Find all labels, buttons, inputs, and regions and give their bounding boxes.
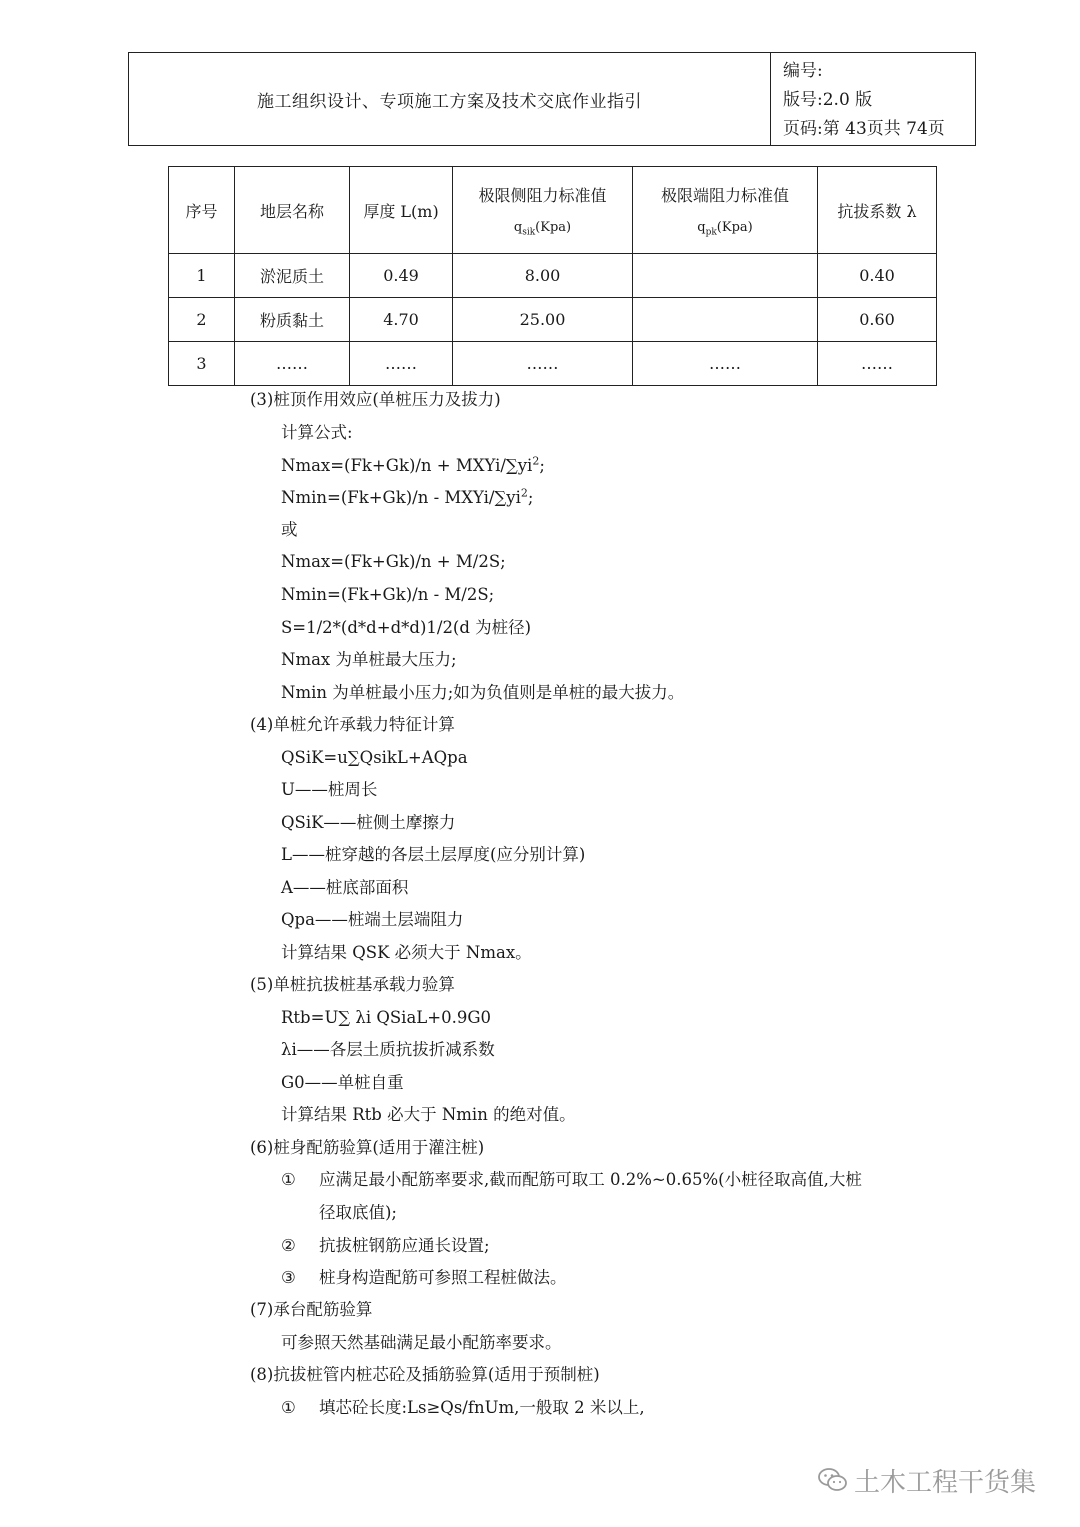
- document-title: 施工组织设计、专项施工方案及技术交底作业指引: [129, 53, 771, 145]
- document-meta: [771, 53, 975, 145]
- def-g0: G0——单桩自重: [281, 1073, 404, 1092]
- def-qpa: Qpa——桩端土层端阻力: [281, 910, 464, 929]
- nmin-definition: Nmin 为单桩最小压力;如为负值则是单桩的最大拔力。: [281, 683, 685, 702]
- list-item-continued: 径取底值);: [319, 1203, 397, 1222]
- section-5-title: (5)单桩抗拔桩基承载力验算: [250, 975, 455, 994]
- cell-side: ……: [453, 342, 633, 386]
- soil-parameter-table: [168, 166, 937, 386]
- section-7-title: (7)承台配筋验算: [250, 1300, 373, 1319]
- result-rtb: 计算结果 Rtb 必大于 Nmin 的绝对值。: [281, 1105, 576, 1124]
- section-4-title: (4)单桩允许承载力特征计算: [250, 715, 455, 734]
- section-8-title: (8)抗拔桩管内桩芯砼及插筋验算(适用于预制桩): [250, 1365, 600, 1384]
- cell-end: ……: [633, 342, 818, 386]
- header-end-resistance: [633, 167, 818, 254]
- formula-label: 计算公式:: [281, 423, 353, 442]
- section-3-title: (3)桩顶作用效应(单桩压力及拔力): [250, 390, 501, 409]
- document-page: 页码:第 43页共 74页: [783, 119, 945, 139]
- cell-thickness: 0.49: [350, 254, 453, 298]
- section-6-title: (6)桩身配筋验算(适用于灌注桩): [250, 1138, 485, 1157]
- cell-coef: 0.60: [818, 298, 937, 342]
- document-header: [128, 52, 976, 146]
- header-end-symbol: $q_{pk}(Kpa)$: [697, 219, 753, 238]
- header-side-resistance: [453, 167, 633, 254]
- result-qsk: 计算结果 QSK 必须大于 Nmax。: [281, 943, 532, 962]
- header-seq: 序号: [169, 167, 235, 254]
- cell-thickness: ……: [350, 342, 453, 386]
- table-row: [169, 342, 937, 386]
- document-version: 版号:2.0 版: [783, 90, 873, 110]
- cell-seq: 1: [169, 254, 235, 298]
- header-thickness: 厚度 L(m): [350, 167, 453, 254]
- wechat-icon: [818, 1467, 848, 1493]
- formula-rtb: Rtb=U∑ λi QSiaL+0.9G0: [281, 1008, 491, 1027]
- cell-layer: 粉质黏土: [235, 298, 350, 342]
- cell-coef: 0.40: [818, 254, 937, 298]
- list-item: ② 抗拔桩钢筋应通长设置;: [281, 1236, 490, 1255]
- document-number: 编号:: [783, 61, 823, 81]
- def-qsik: QSiK——桩侧土摩擦力: [281, 813, 456, 832]
- table-header-row: [169, 167, 937, 254]
- def-u: U——桩周长: [281, 780, 378, 799]
- cell-layer: ……: [235, 342, 350, 386]
- or-text: 或: [281, 520, 298, 539]
- header-end-title: 极限端阻力标准值: [660, 185, 789, 205]
- cell-layer: 淤泥质土: [235, 254, 350, 298]
- cell-coef: ……: [818, 342, 937, 386]
- cell-end: [633, 254, 818, 298]
- list-item: ③ 桩身构造配筋可参照工程桩做法。: [281, 1268, 567, 1287]
- list-item: ① 应满足最小配筋率要求,截而配筋可取工 0.2%~0.65%(小桩径取高值,大桩: [281, 1170, 862, 1189]
- header-side-title: 极限侧阻力标准值: [478, 185, 607, 205]
- header-side-symbol: $q_{sik}(Kpa)$: [513, 219, 572, 238]
- cell-thickness: 4.70: [350, 298, 453, 342]
- nmax-definition: Nmax 为单桩最大压力;: [281, 650, 457, 669]
- formula-nmin-1: Nmin=(Fk+Gk)/n - MXYi/$\sum yi^2$;: [281, 486, 534, 507]
- watermark-text: 土木工程干货集: [854, 1467, 1037, 1498]
- cell-end: [633, 298, 818, 342]
- cell-seq: 3: [169, 342, 235, 386]
- cell-side: 8.00: [453, 254, 633, 298]
- formula-nmax-2: Nmax=(Fk+Gk)/n + M/2S;: [281, 552, 506, 571]
- table-row: [169, 298, 937, 342]
- section-7-text: 可参照天然基础满足最小配筋率要求。: [281, 1333, 562, 1352]
- list-item: ① 填芯砼长度:Ls≥Qs/fnUm,一般取 2 米以上,: [281, 1398, 645, 1417]
- def-a: A——桩底部面积: [281, 878, 409, 897]
- formula-qsik: QSiK=u∑QsikL+AQpa: [281, 748, 468, 767]
- header-layer: 地层名称: [235, 167, 350, 254]
- cell-seq: 2: [169, 298, 235, 342]
- cell-side: 25.00: [453, 298, 633, 342]
- def-l: L——桩穿越的各层土层厚度(应分别计算): [281, 845, 586, 864]
- header-uplift-coef: 抗拔系数 λ: [818, 167, 937, 254]
- table-row: [169, 254, 937, 298]
- formula-nmin-2: Nmin=(Fk+Gk)/n - M/2S;: [281, 585, 495, 604]
- formula-s: S=1/2*(d*d+d*d)1/2(d 为桩径): [281, 618, 532, 637]
- watermark: [818, 1460, 1058, 1500]
- formula-nmax-1: Nmax=(Fk+Gk)/n + MXYi/$\sum yi^2$;: [281, 454, 545, 475]
- def-lambda: λi——各层土质抗拔折减系数: [281, 1040, 495, 1059]
